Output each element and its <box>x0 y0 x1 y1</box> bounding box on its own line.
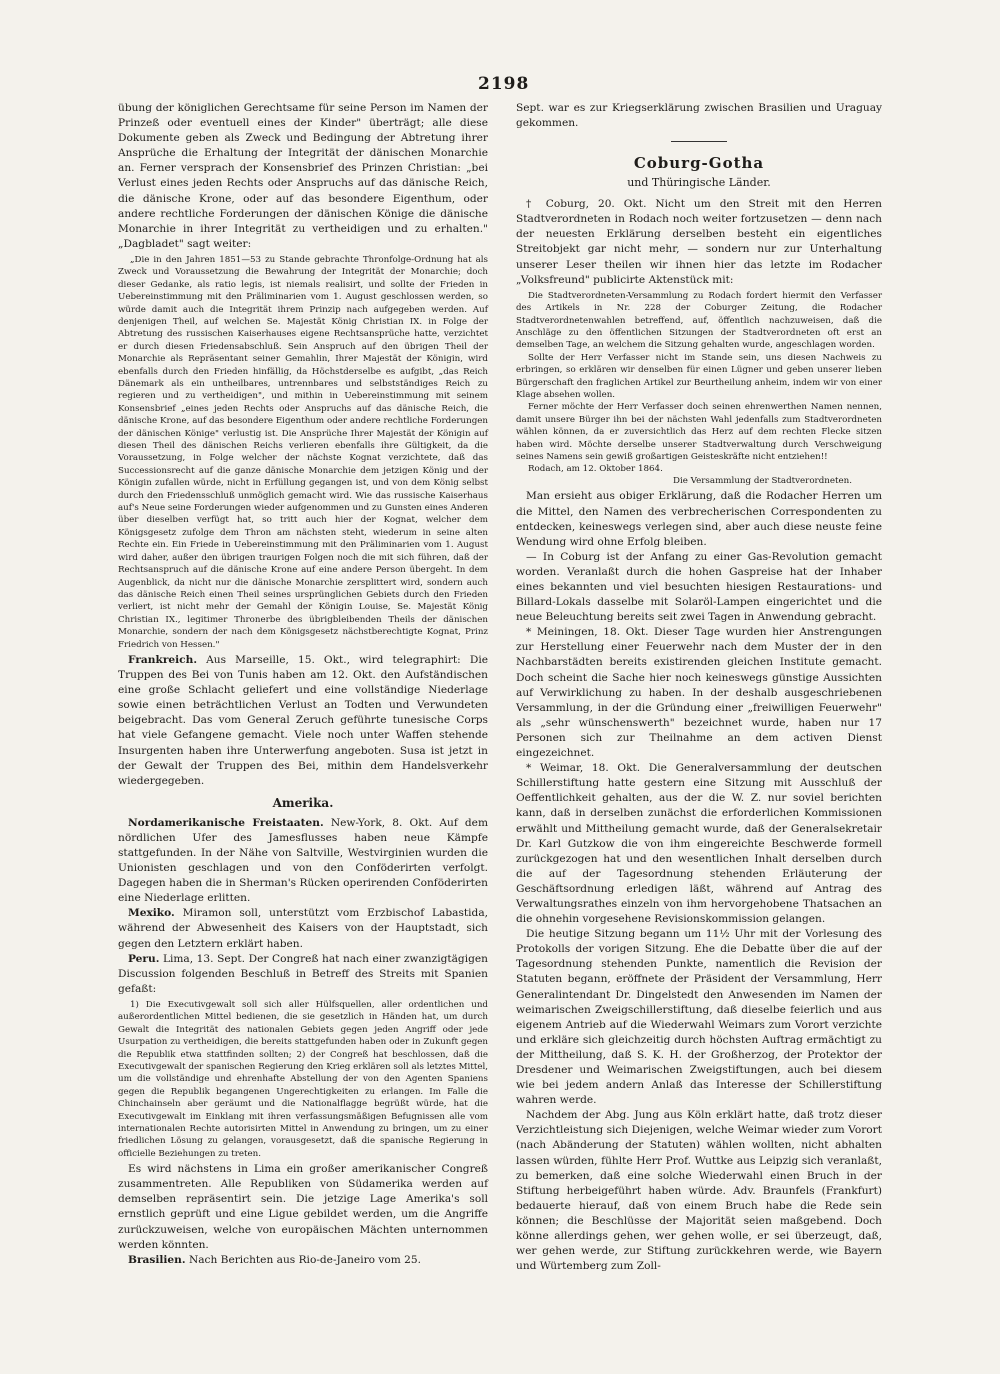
article-gas-revolution: — In Coburg ist der Anfang zu einer Gas-Revolution gemacht worden. Veranlaßt durch die hohen Gaspreise hat der Inhaber eines bekannten und viel besuchten hiesigen Restaurations- und Billard-Lokals dasselbe mit Solaröl-Lampen eingerichtet und die neue Beleuchtung bereits seit zwei Tagen in Anwendung gebracht. <box>516 550 882 624</box>
article-nordamerika <box>118 816 488 907</box>
quote-rodach-2: Sollte der Herr Verfasser nicht im Stande sein, uns diesen Nachweis zu erbringen, so erklären wir denselben für einen Lügner und geben unserer lieben Bürgerschaft den fraglichen Artikel zur Beurtheilung anheim, indem wir von einer Klage absehen wollen. <box>516 352 882 400</box>
article-mexiko <box>118 906 488 951</box>
quote-rodach-3: Ferner möchte der Herr Verfasser doch seinen ehrenwerthen Namen nennen, damit unsere Bürger ihn bei der nächsten Wahl jedenfalls zum Stadtverordneten wählen können, da er zuversichtlich das Herz auf dem rechten Flecke sitzen haben wird. Möchte derselbe unserer Stadtverwaltung durch Verschweigung seines Namens sein gewiß großartigen Geisteskräfte nicht entziehen!! <box>516 402 882 463</box>
quote-rodach-signature: Die Versammlung der Stadtverordneten. <box>673 476 852 487</box>
page-number: 2198 <box>478 74 530 94</box>
article-brasilien <box>118 1253 488 1268</box>
article-frankreich <box>118 653 488 789</box>
quote-dagbladet-text: „Die in den Jahren 1851—53 zu Stande gebrachte Thronfolge-Ordnung hat als Zweck und Voraussetzung die Bewahrung der Integrität der Monarchie; doch dieser Gedanke, als ratio legis, ist niemals realisirt, und sollte der Frieden in Uebereinstimmung mit den Präliminarien vom 1. August geschlossen werden, so würde damit auch die Integrität ihrem Prinzip nach aufgegeben werden. Auf denjenigen Theil, auf welchen Se. Majestät König Christian IX. in Folge der Abtretung des russischen Kaiserhauses eigene Rechtsansprüche hatte, verzichtet er durch diesen Friedensabschluß. Sein Anspruch auf den übrigen Theil der Monarchie als Repräsentant seiner Gemahlin, Ihrer Majestät der Königin, wird ebenfalls durch den Frieden hinfällig, da Höchstderselbe es aufgibt, „das Reich Dänemark als ein untheilbares, untrennbares und selbstständiges Reich zu regieren und zu vertheidigen", und mithin in Uebereinstimmung mit seinem Konsensbrief „eines jeden Rechts oder Anspruchs auf das dänische Reich, die dänische Krone, auf das besondere Eigenthum oder andere rechtliche Forderungen der dänischen Könige" verlustig ist. Die Ansprüche Ihrer Majestät der Königin auf diesen Theil des dänischen Reichs verlieren ebenfalls ihre Gültigkeit, da die Voraussetzung, in Folge welcher der nächste Kognat verzichtete, daß das Successionsrecht auf die ganze dänische Monarchie dem jetzigen König und der Königin zufallen würde, nicht in Erfüllung gegangen ist, und von dem König selbst durch den Friedensschluß unmöglich gemacht wird. Wie das russische Kaiserhaus auf's Neue seine Forderungen wieder aufgenommen und zu Gunsten eines Anderen über dieselben verfügt hat, so tritt auch hier der Kognat, welcher dem Königsgesetz zufolge dem Thron am nächsten steht, wiederum in seine alten Rechte ein. Ein Friede in Uebereinstimmung mit den Präliminarien vom 1. August wird daher, außer den übrigen traurigen Folgen noch die mit sich führen, daß der Rechtsanspruch auf die dänische Krone auf eine andere Person übergeht. In dem Augenblick, da nicht nur die dänische Monarchie zersplittert wird, sondern auch das dänische Reich einen Theil seines ursprünglichen Gebiets durch den Frieden verliert, ist nicht mehr der Gemahl der Königin Louise, Se. Majestät König Christian IX., legitimer Thronerbe des übrigbleibenden Theils der dänischen Monarchie, sondern der nach dem Königsgesetz nächstberechtigte Kognat, Prinz Friedrich von Hessen." <box>118 254 488 650</box>
paragraph-treaty-text: übung der königlichen Gerechtsame für seine Person im Namen der Prinzeß oder eventuell eines der Kinder" überträgt; alle diese Dokumente geben als Zweck und Bedingung der Abtretung ihrer Ansprüche die Erhaltung der Integrität der dänischen Monarchie an. Ferner versprach der Konsensbrief des Prinzen Christian: „bei Verlust eines jeden Rechts oder Anspruchs auf das dänische Reich, die dänische Krone, oder auf das besondere Eigenthum, oder andere rechtliche Forderungen der dänischen Könige die dänische Monarchie in ihrer Integrität zu vertheidigen und zu erhalten." „Dagbladet" sagt weiter: <box>118 102 488 250</box>
quote-rodach-1: Die Stadtverordneten-Versammlung zu Rodach fordert hiermit den Verfasser des Artikels in Nr. 228 der Coburger Zeitung, die Rodacher Stadtverordnetenwahlen betreffend, auf, öffentlich nachzuweisen, daß die Anschläge zu den öffentlichen Sitzungen der Stadtverordneten oft erst an demselben Tage, an welchem die Sitzung gehalten wurde, angeschlagen worden. <box>516 290 882 351</box>
heading-nordamerika: Nordamerikanische Freistaaten. <box>128 816 324 829</box>
section-title-coburg-gotha: Coburg-Gotha <box>633 154 765 173</box>
section-subtitle: und Thüringische Länder. <box>627 176 771 190</box>
article-nordamerika-text: New-York, 8. Okt. Auf dem nördlichen Ufer des Jamesflusses haben neue Kämpfe stattgefunden. In der Nähe von Saltville, Westvirginien wurden die Unionisten geschlagen und von den Conföderirten verfolgt. Dagegen haben die in Sherman's Rücken operirenden Conföderirten eine Niederlage erlitten. <box>118 816 488 905</box>
quote-rodach-date: Rodach, am 12. Oktober 1864. <box>528 464 663 475</box>
article-frankreich-text: Aus Marseille, 15. Okt., wird telegraphirt: Die Truppen des Bei von Tunis haben am 12. Okt. den Aufständischen eine große Schlacht geliefert und eine vollständige Niederlage sowie einen beträchtlichen Verlust an Todten und Verwundeten beigebracht. Das vom General Zeruch geführte tunesische Corps hat viele Gefangene gemacht. Viele noch unter Waffen stehende Insurgenten haben ihre Unterwerfung angeboten. Susa ist jetzt in der Gewalt der Truppen des Bei, mithin dem Handelsverkehr wiedergegeben. <box>118 653 488 787</box>
article-mexiko-text: Miramon soll, unterstützt vom Erzbischof Labastida, während der Abwesenheit des Kaisers von der Hauptstadt, sich gegen den Letztern erklärt haben. <box>118 907 489 950</box>
left-column <box>118 101 488 1268</box>
section-divider <box>671 141 727 142</box>
heading-frankreich: Frankreich. <box>128 653 198 666</box>
paragraph-weimar-session: Die heutige Sitzung begann um 11½ Uhr mit der Vorlesung des Protokolls der vorigen Sitzung. Ehe die Debatte über die auf der Tagesordnung stehenden Punkte, namentlich die Revision der Statuten begann, eröffnete der Präsident der Versammlung, Herr Generalintendant Dr. Dingelstedt den Anwesenden im Namen der weimarischen Zweigschillerstiftung, daß dieselbe feierlich und aus eigenem Antrieb auf die Wiederwahl Weimars zum Vorort verzichte und erkläre sich gleichzeitig durch höchsten Auftrag ermächtigt zu der Mittheilung, daß S. K. H. der Großherzog, der Protektor der Dresdener und Weimarischen Zweigstiftungen, auch bei diesem wie bei jedem andern Anlaß das Interesse der Schillerstiftung wahren werde. <box>516 928 882 1107</box>
paragraph-brasilien-continued: Sept. war es zur Kriegserklärung zwischen Brasilien und Uraguay gekommen. <box>516 102 882 130</box>
quote-dagbladet <box>118 254 488 651</box>
quote-peru-congress-text: 1) Die Executivgewalt soll sich aller Hülfsquellen, aller ordentlichen und außerordentlichen Mittel bedienen, die sie gesetzlich in Händen hat, um durch Gewalt die Integrität des nationalen Gebiets gegen jeden Angriff oder jede Usurpation zu vertheidigen, die bereits stattgefunden haben oder in Zukunft gegen die Republik etwa stattfinden sollten; 2) der Congreß hat beschlossen, daß die Executivgewalt der spanischen Regierung den Krieg erklären soll als letztes Mittel, um die vollständige und ehrenhafte Abstellung der von den Agenten Spaniens gegen die Republik begangenen Ungerechtigkeiten zu erlangen. Im Falle die Chinchainseln aber geräumt und die Nationalflagge begrüßt würde, hat die Executivgewalt im Einklang mit ihren verfassungsmäßigen Befugnissen alle vom internationalen Rechte autorisirten Mittel in Anwendung zu bringen, um zu einer friedlichen Lösung zu gelangen, vorausgesetzt, daß die spanische Regierung in officielle Beziehungen zu treten. <box>118 999 488 1159</box>
right-column <box>516 101 882 1274</box>
paragraph-lima-congress: Es wird nächstens in Lima ein großer amerikanischer Congreß zusammentreten. Alle Republiken von Südamerika werden auf demselben repräsentirt sein. Die jetzige Lage Amerika's soll ernstlich geprüft und eine Ligue gebildet werden, um die Angriffe zurückzuweisen, welche von europäischen Mächten unternommen werden könnten. <box>118 1163 488 1251</box>
article-coburg: † Coburg, 20. Okt. Nicht um den Streit mit den Herren Stadtverordneten in Rodach noch weiter fortzusetzen — denn nach der neuesten Erklärung derselben besteht ein eigentliches Streitobjekt gar nicht mehr, — sondern nur zur Unterhaltung unserer Leser theilen wir ihnen hier das letzte im Rodacher „Volksfreund" publicirte Aktenstück mit: <box>516 198 882 286</box>
article-meiningen: * Meiningen, 18. Okt. Dieser Tage wurden hier Anstrengungen zur Herstellung einer Feuerwehr nach dem Muster der in den Nachbarstädten bereits existirenden gleichen Institute gemacht. Doch scheint die Sache hier noch keineswegs günstige Aussichten auf Verwirklichung zu haben. In der deshalb ausgeschriebenen Versammlung, in der die Gründung einer „freiwilligen Feuerwehr" als „sehr wünschenswerth" bezeichnet wurde, haben nur 17 Personen sich zur Theilnahme an dem activen Dienst eingezeichnet. <box>516 626 882 760</box>
paragraph-weimar-debate: Nachdem der Abg. Jung aus Köln erklärt hatte, daß trotz dieser Verzichtleistung sich Diejenigen, welche Weimar wieder zum Vorort (nach Abänderung der Statuten) wählen wollten, nicht abhalten lassen würden, fühlte Herr Prof. Wuttke aus Leipzig sich veranlaßt, zu bemerken, daß eine solche Wiederwahl einen Bruch in der Stiftung herbeigeführt haben würde. Adv. Braunfels (Frankfurt) bedauerte hierauf, daß von einem Bruch habe die Rede sein können; die Beschlüsse der Majorität seien maßgebend. Doch könne allerdings gehen, wer gehen wolle, er sei überzeugt, daß, wer gehen werde, zur Stiftung zurückkehren werde, wie Bayern und Würtemberg zum Zoll- <box>516 1109 882 1273</box>
heading-brasilien: Brasilien. <box>128 1253 186 1266</box>
article-peru-text: Lima, 13. Sept. Der Congreß hat nach einer zwanzigtägigen Discussion folgenden Beschluß in Betreff des Streits mit Spanien gefaßt: <box>118 952 488 995</box>
quote-peru-congress <box>118 999 488 1160</box>
paragraph-rodach-comment: Man ersieht aus obiger Erklärung, daß die Rodacher Herren um die Mittel, den Namen des verbrecherischen Correspondenten zu entdecken, keineswegs verlegen sind, aber auch diese neuste feine Wendung wird ohne Erfolg bleiben. <box>516 490 882 548</box>
article-weimar: * Weimar, 18. Okt. Die Generalversammlung der deutschen Schillerstiftung hatte gestern eine Sitzung mit Ausschluß der Oeffentlichkeit gehalten, aus der die W. Z. nur soviel berichten kann, daß in derselben zunächst die erforderlichen Kommissionen erwählt und Mittheilung gemacht wurde, daß der Generalsekretair Dr. Karl Gutzkow die von ihm eingereichte Beschwerde formell zurückgezogen hat und den wesentlichen Inhalt derselben durch die auf der Tagesordnung stehenden Erläuterung der Geschäftsordnung erledigen läßt, während auf Antrag des Verwaltungsrathes einzeln von ihm hervorgehobene Thatsachen an die ohnehin vorgesehene Revisionskommission gelangen. <box>516 762 882 926</box>
article-brasilien-text: Nach Berichten aus Rio-de-Janeiro vom 25. <box>188 1253 422 1266</box>
heading-mexiko: Mexiko. <box>128 907 175 920</box>
heading-amerika: Amerika. <box>272 795 334 810</box>
article-peru <box>118 952 488 997</box>
quote-rodach <box>516 290 882 488</box>
heading-peru: Peru. <box>128 952 160 965</box>
